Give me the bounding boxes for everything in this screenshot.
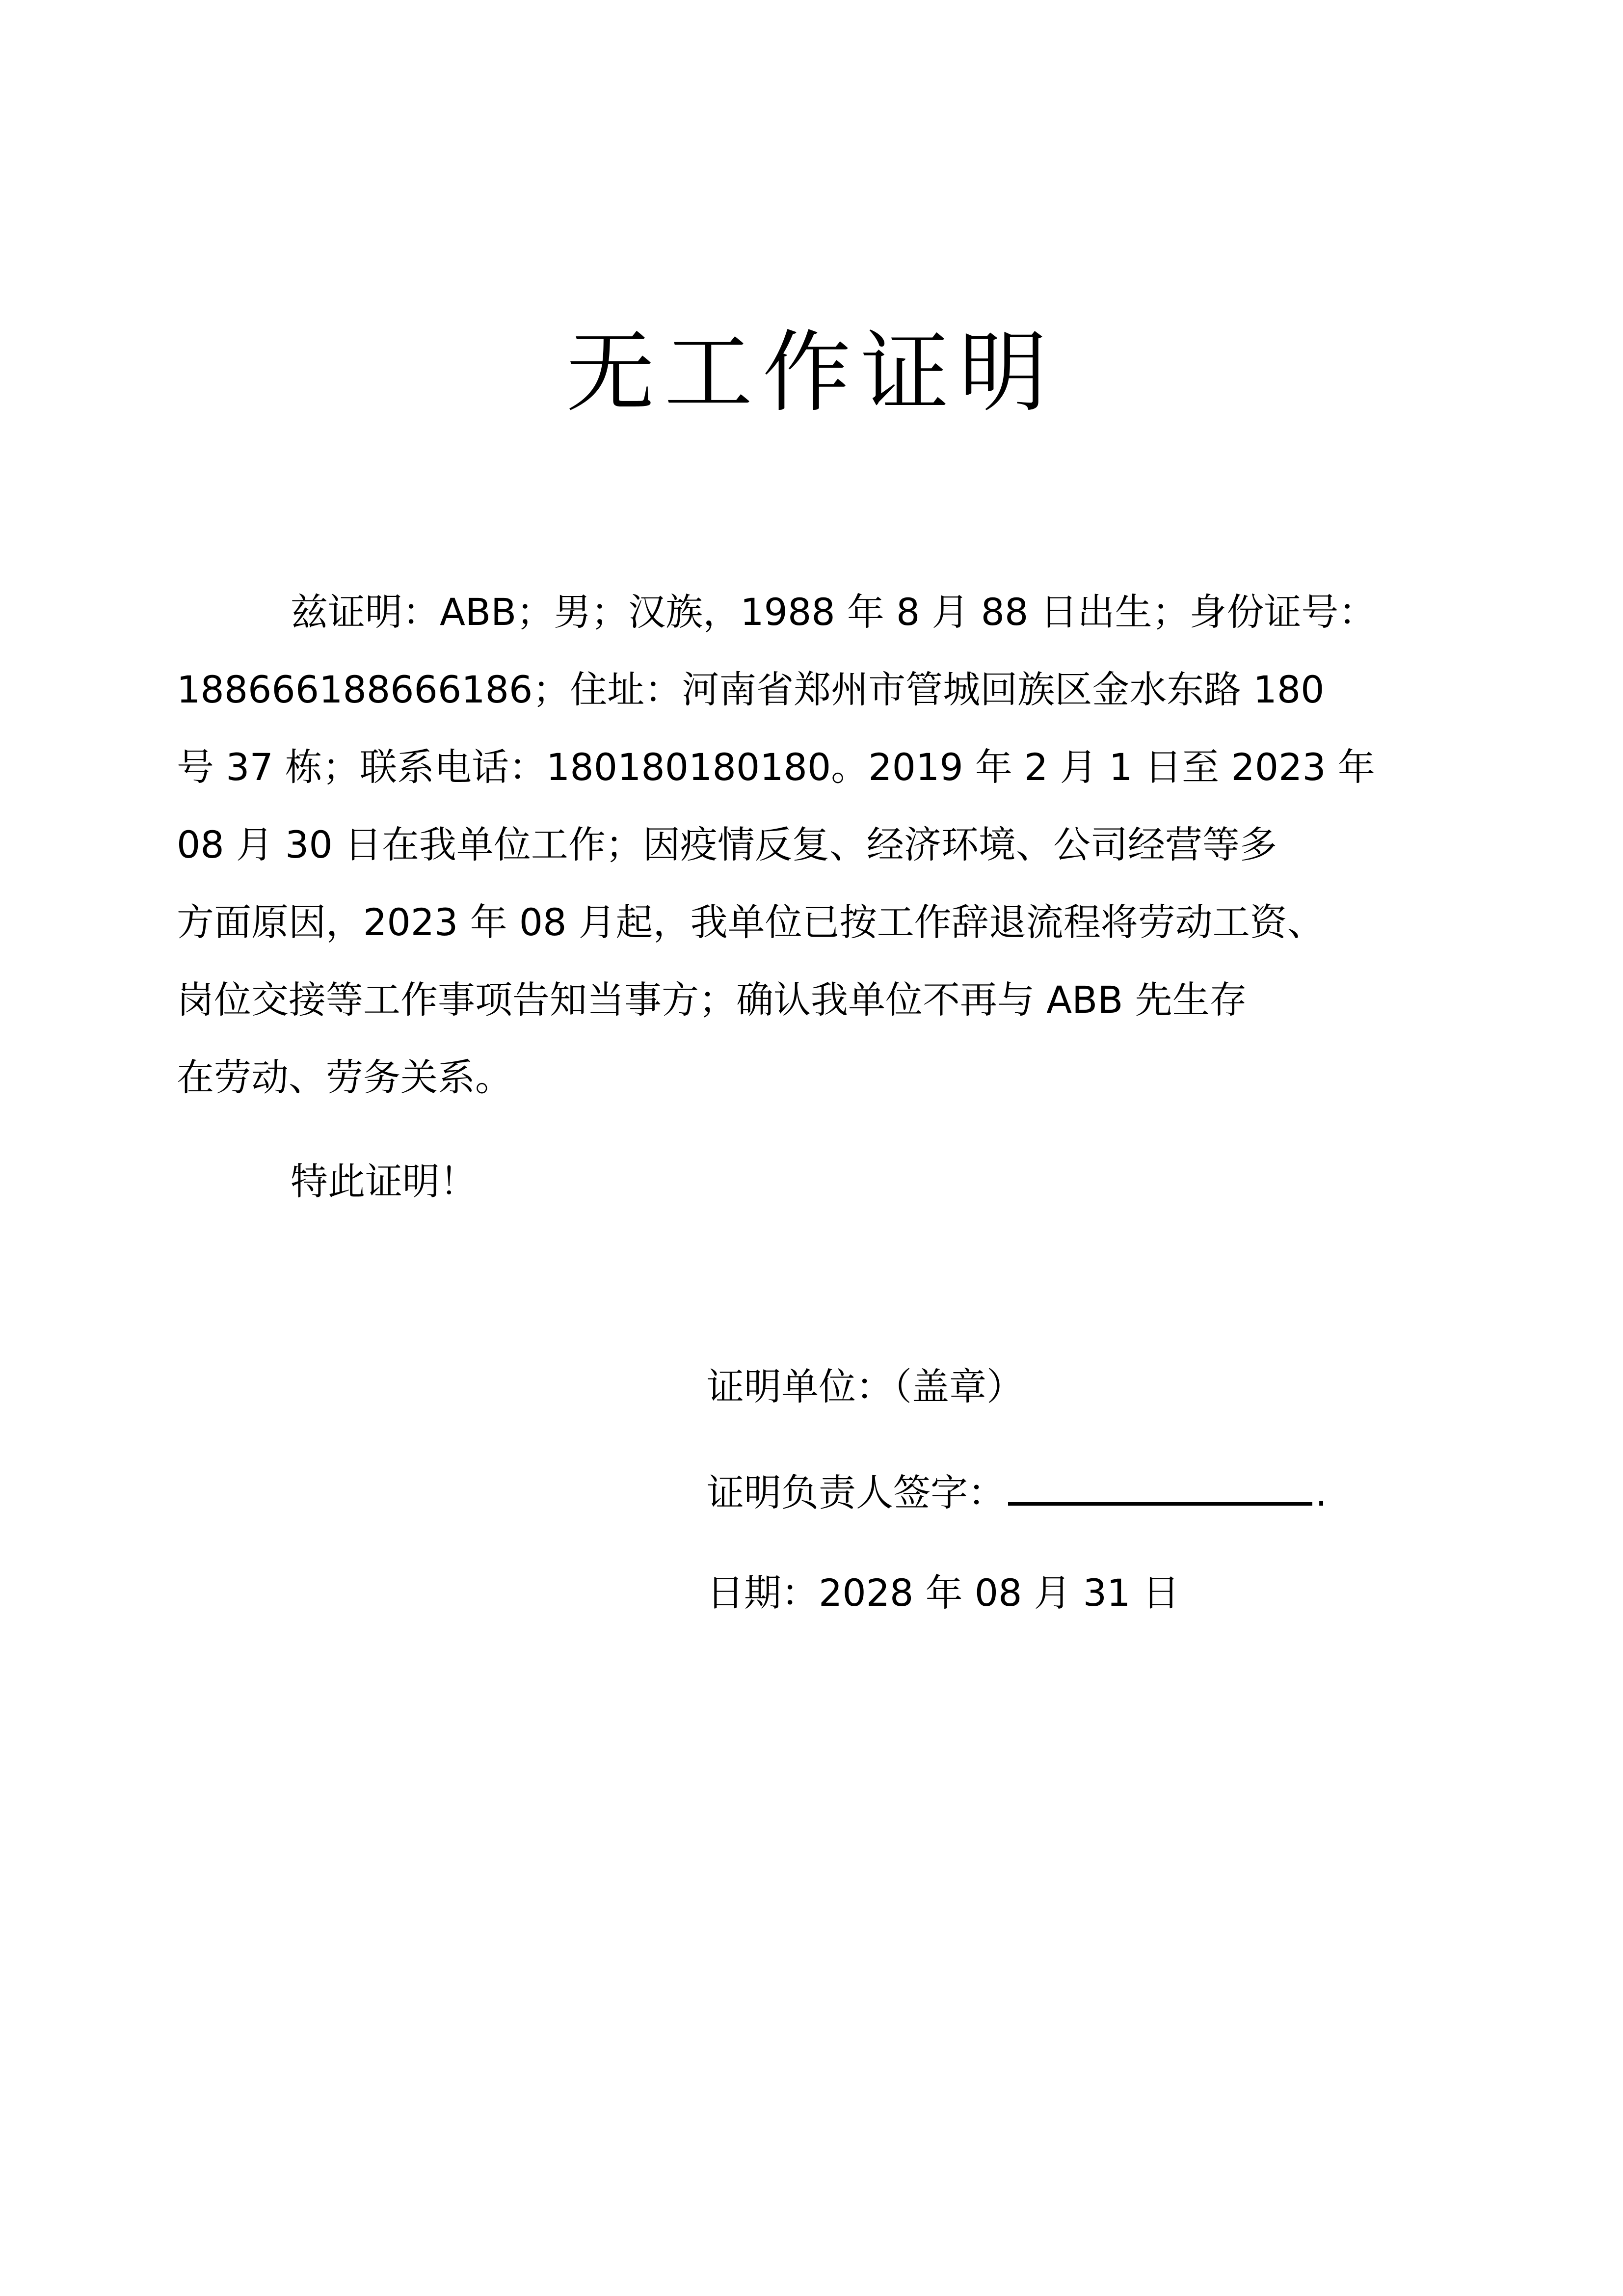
document-title: 无工作证明 — [566, 322, 1057, 424]
body-line-1: 兹证明：ABB；男；汉族，1988 年 8 月 88 日出生；身份证号： — [291, 590, 1376, 634]
body-line-2: 188666188666186；住址：河南省郑州市管城回族区金水东路 180 — [177, 668, 1325, 711]
signer-suffix: . — [1315, 1471, 1328, 1514]
signer-label: 证明负责人签字： — [707, 1471, 1005, 1514]
body-line-6: 岗位交接等工作事项告知当事方；确认我单位不再与 ABB 先生存 — [177, 978, 1247, 1022]
body-line-4: 08 月 30 日在我单位工作；因疫情反复、经济环境、公司经营等多 — [177, 823, 1277, 866]
closing-statement: 特此证明！ — [291, 1160, 477, 1203]
body-line-5: 方面原因，2023 年 08 月起，我单位已按工作辞退流程将劳动工资、 — [177, 900, 1325, 944]
signature-blank — [1008, 1463, 1312, 1506]
issuer-seal-line: 证明单位：（盖章） — [707, 1365, 1024, 1408]
signer-line — [707, 1463, 1327, 1520]
body-line-3: 号 37 栋；联系电话：180180180180。2019 年 2 月 1 日至 2023 年 — [177, 745, 1375, 789]
body-line-7: 在劳动、劳务关系。 — [177, 1055, 512, 1099]
date-line: 日期：2028 年 08 月 31 日 — [707, 1571, 1180, 1615]
